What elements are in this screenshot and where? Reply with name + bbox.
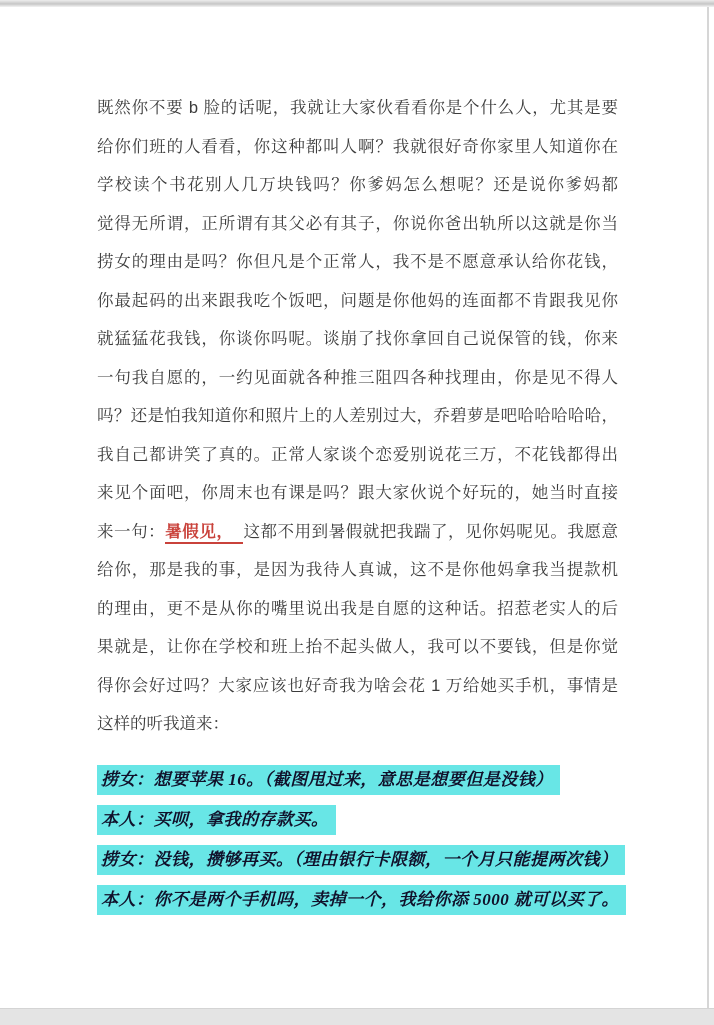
body-line: 觉得无所谓，正所谓有其父必有其子，你说你爸出轨所以这就是你当 [97, 214, 618, 233]
body-line: 吗？还是怕我知道你和照片上的人差别过大，乔碧萝是吧哈哈哈哈哈， [97, 407, 618, 425]
red-line-prefix: 来一句： [97, 522, 166, 541]
dialogue-line [97, 765, 618, 796]
dialogue-line [97, 805, 618, 836]
page-right-edge [707, 7, 709, 1008]
body-line: 得你会好过吗？大家应该也好奇我为啥会花 1 万给她买手机，事情是 [97, 676, 618, 695]
body-line: 一句我自愿的，一约见面就各种推三阻四各种找理由，你是见不得人 [97, 368, 618, 387]
body-line: 给你，那是我的事，是因为我待人真诚，这不是你他妈拿我当提款机 [97, 561, 618, 579]
red-line-suffix: 这都不用到暑假就把我踹了，见你妈呢见。我愿意 [243, 522, 619, 541]
body-line-with-red-text [97, 513, 618, 552]
red-underlined-phrase: 暑假见， [165, 523, 243, 544]
page-top-edge [0, 0, 714, 7]
dialogue-line [97, 845, 618, 876]
body-line-last: 这样的听我道来： [97, 715, 229, 733]
body-line: 我自己都讲笑了真的。正常人家谈个恋爱别说花三万，不花钱都得出 [97, 445, 618, 464]
body-line: 来见个面吧，你周末也有课是吗？跟大家伙说个好玩的，她当时直接 [97, 484, 618, 502]
highlighted-dialogue-text: 捞女：没钱，攒够再买。（理由银行卡限额，一个月只能提两次钱） [97, 845, 625, 875]
highlighted-dialogue-text: 本人：买呗，拿我的存款买。 [97, 805, 336, 835]
highlighted-dialogue-text: 捞女：想要苹果 16。（截图甩过来，意思是想要但是没钱） [97, 765, 560, 795]
body-line: 捞女的理由是吗？你但凡是个正常人，我不是不愿意承认给你花钱， [97, 253, 618, 271]
body-line: 既然你不要 b 脸的话呢，我就让大家伙看看你是个什么人，尤其是要 [97, 99, 618, 117]
dialogue-line [97, 885, 618, 916]
body-line: 学校读个书花别人几万块钱吗？你爹妈怎么想呢？还是说你爹妈都 [97, 176, 618, 194]
body-line: 给你们班的人看看，你这种都叫人啊？我就很好奇你家里人知道你在 [97, 137, 618, 156]
body-line: 果就是，让你在学校和班上抬不起头做人，我可以不要钱，但是你觉 [97, 638, 618, 656]
body-line: 的理由，更不是从你的嘴里说出我是自愿的这种话。招惹老实人的后 [97, 599, 618, 618]
document-content [97, 89, 618, 925]
highlighted-dialogue-text: 本人：你不是两个手机吗，卖掉一个，我给你添 5000 就可以买了。 [97, 885, 626, 915]
body-line: 就猛猛花我钱，你谈你吗呢。谈崩了找你拿回自己说保管的钱，你来 [97, 330, 618, 348]
dialogue-section [97, 765, 618, 916]
body-line: 你最起码的出来跟我吃个饭吧，问题是你他妈的连面都不肯跟我见你 [97, 291, 618, 310]
page-bottom-edge [0, 1008, 714, 1025]
